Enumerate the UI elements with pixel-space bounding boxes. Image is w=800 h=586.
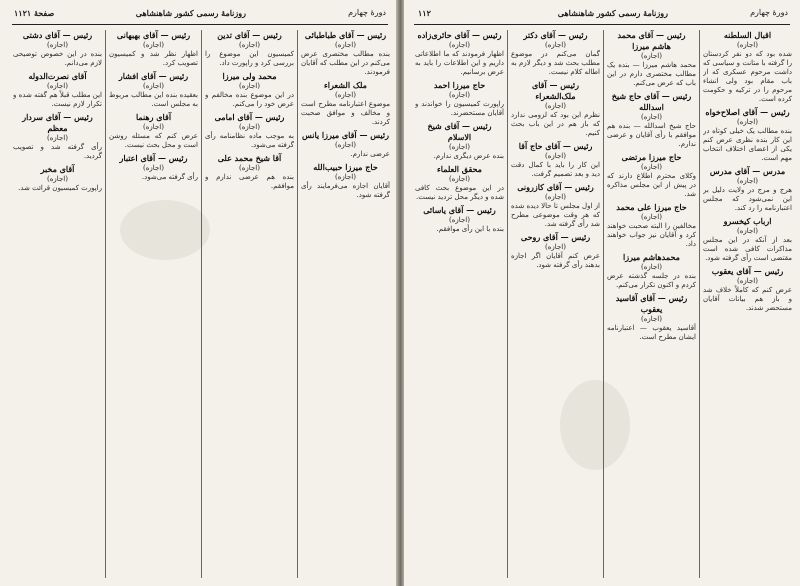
speech-text: کمیسیون این موضوع را بررسی کرد و راپورت داد. — [205, 50, 294, 67]
right-page-number: ١١٢ — [418, 8, 431, 18]
speaker-entry — [415, 80, 504, 118]
text-column — [415, 30, 504, 578]
speaker-name: رئیس — آقای شیخ الاسلام — [427, 121, 492, 142]
speech-text: از اول مجلس تا حالا دیده شده که هر وقت موضوعی مطرح شد رأی گرفته شد. — [511, 202, 600, 228]
speech-text: بنده هم عرضی ندارم و موافقم. — [205, 173, 294, 190]
speaker-name: رئیس — آقای اعتبار — [119, 153, 188, 163]
speaker-name: رئیس — آقای یعقوب — [711, 266, 784, 276]
speaker-entry — [301, 130, 390, 159]
speaker-name: رئیس — آقای تدین — [217, 30, 282, 40]
speech-text: این کار را باید با کمال دقت دید و بعد تصمیم گرفت. — [511, 161, 600, 178]
permission-note: (اجازه) — [47, 41, 68, 49]
speaker-entry — [109, 112, 198, 150]
speaker-entry — [415, 205, 504, 234]
text-column — [703, 30, 792, 578]
column-separator — [201, 30, 202, 578]
speech-text: آقاسید یعقوب — اعتبارنامه ایشان مطرح است. — [607, 324, 696, 341]
left-page — [0, 0, 398, 586]
permission-note: (اجازه) — [449, 216, 470, 224]
permission-note: (اجازه) — [143, 164, 164, 172]
speaker-entry — [607, 91, 696, 149]
speaker-name: رئیس — آقای سردار معظم — [22, 112, 93, 133]
speech-text: راپورت کمیسیون را خواندند و آقایان مستحضرند. — [415, 100, 504, 117]
permission-note: (اجازه) — [545, 243, 566, 251]
speaker-name: رئیس — آقای آقاسید یعقوب — [615, 293, 688, 314]
speaker-name: حاج میرزا علی محمد — [616, 202, 687, 212]
text-column — [13, 30, 102, 578]
speaker-entry — [511, 232, 600, 270]
left-header-rule — [12, 24, 388, 25]
speech-text: هرج و مرج در ولایت دلیل بر این نمی‌شود که مجلس اعتبارنامه را رد کند. — [703, 186, 792, 212]
left-columns — [10, 30, 390, 578]
permission-note: (اجازه) — [335, 91, 356, 99]
permission-note: (اجازه) — [545, 41, 566, 49]
speaker-name: رئیس — آقای افشار — [118, 71, 189, 81]
speaker-name: رئیس — آقای حاج شیخ اسدالله — [611, 91, 692, 112]
column-separator — [297, 30, 298, 578]
speech-text: در این موضوع بنده مخالفم و عرض خود را می‌کنم. — [205, 91, 294, 108]
left-page-header — [14, 8, 386, 24]
speaker-name: رئیس — آقای یاسائی — [423, 205, 496, 215]
speech-text: اظهار فرمودند که ما اطلاعاتی داریم و این اطلاعات را باید به عرض برسانیم. — [415, 50, 504, 76]
speaker-entry — [415, 164, 504, 202]
speaker-entry — [109, 71, 198, 109]
speaker-entry — [607, 202, 696, 249]
permission-note: (اجازه) — [47, 134, 68, 142]
permission-note: (اجازه) — [641, 163, 662, 171]
speech-text: موضوع اعتبارنامه مطرح است و مخالف و موافق صحبت کردند. — [301, 100, 390, 126]
speaker-name: اقبال السلطنه — [723, 30, 772, 40]
speech-text: عرض کنم آقایان اگر اجازه بدهند رأی گرفته شود. — [511, 252, 600, 269]
speaker-name: محمدهاشم میرزا — [623, 252, 680, 262]
speech-text: عرضی ندارم. — [350, 150, 390, 158]
right-newspaper-title: روزنامهٔ رسمی کشور شاهنشاهی — [557, 8, 668, 18]
permission-note: (اجازه) — [449, 91, 470, 99]
permission-note: (اجازه) — [143, 123, 164, 131]
speaker-entry — [301, 80, 390, 127]
speaker-entry — [703, 216, 792, 263]
speaker-entry — [607, 30, 696, 88]
speaker-entry — [13, 30, 102, 68]
permission-note: (اجازه) — [449, 175, 470, 183]
text-column — [205, 30, 294, 578]
speech-text: اظهار نظر شد و کمیسیون تصویب کرد. — [109, 50, 198, 67]
speaker-name: ملک الشعراء — [324, 80, 367, 90]
speaker-entry — [511, 30, 600, 77]
speech-text: این مطلب قبلاً هم گفته شده و تکرار لازم نیست. — [13, 91, 102, 108]
speaker-entry — [301, 162, 390, 200]
speaker-name: رئیس — آقای دکتر — [523, 30, 588, 40]
speaker-entry — [109, 153, 198, 182]
column-separator — [507, 30, 508, 578]
permission-note: (اجازه) — [47, 175, 68, 183]
right-page-header — [418, 8, 788, 24]
permission-note: (اجازه) — [239, 123, 260, 131]
speaker-name: مدرس — آقای مدرس — [709, 166, 786, 176]
speaker-entry — [703, 30, 792, 104]
speaker-entry — [703, 166, 792, 213]
permission-note: (اجازه) — [737, 118, 758, 126]
permission-note: (اجازه) — [449, 41, 470, 49]
speaker-name: رئیس — آقای طباطبائی — [304, 30, 387, 40]
speaker-name: رئیس — آقای محمد هاشم میرزا — [617, 30, 686, 51]
right-volume-label: دورهٔ چهارم — [750, 8, 788, 17]
permission-note: (اجازه) — [335, 41, 356, 49]
speaker-name: محمد ولی میرزا — [222, 71, 277, 81]
speech-text: وکلای محترم اطلاع دارند که در پیش از این مجلس مذاکره شد. — [607, 172, 696, 198]
speaker-entry — [607, 252, 696, 290]
speaker-name: رئیس — آقای ملک‌الشعراء — [531, 80, 580, 101]
speech-text: بنده مطالب مختصری عرض می‌کنم در این مطلب که آقایان فرمودند. — [301, 50, 390, 76]
speech-text: رأی گرفته می‌شود. — [141, 173, 198, 181]
speaker-entry — [13, 112, 102, 161]
speaker-name: رئیس — آقای حائری‌زاده — [417, 30, 502, 40]
speaker-entry — [607, 152, 696, 199]
permission-note: (اجازه) — [641, 213, 662, 221]
left-volume-label: دورهٔ چهارم — [348, 8, 386, 17]
speaker-entry — [205, 30, 294, 68]
permission-note: (اجازه) — [239, 82, 260, 90]
speech-text: بعقیده بنده این مطالب مربوط به مجلس است. — [109, 91, 198, 108]
permission-note: (اجازه) — [641, 113, 662, 121]
speech-text: گمان می‌کنم در موضوع مطلب بحث شد و دیگر لازم به اطاله کلام نیست. — [511, 50, 600, 76]
speech-text: بنده عرض دیگری ندارم. — [433, 152, 504, 160]
speaker-entry — [415, 30, 504, 77]
speech-text: راپورت کمیسیون قرائت شد. — [18, 184, 102, 192]
permission-note: (اجازه) — [641, 52, 662, 60]
speaker-name: ارباب کیخسرو — [723, 216, 772, 226]
permission-note: (اجازه) — [239, 164, 260, 172]
text-column — [607, 30, 696, 578]
speaker-name: آقای مخبر — [40, 164, 75, 174]
text-column — [301, 30, 390, 578]
permission-note: (اجازه) — [545, 102, 566, 110]
column-separator — [105, 30, 106, 578]
permission-note: (اجازه) — [335, 173, 356, 181]
speech-text: حاج شیخ اسدالله — بنده هم موافقم با رأی آقایان و عرضی ندارم. — [607, 122, 696, 148]
speech-text: بنده با این رأی موافقم. — [436, 225, 504, 233]
speaker-entry — [205, 153, 294, 191]
speech-text: رأی گرفته شد و تصویب گردید. — [13, 143, 102, 160]
speech-text: بنده در این خصوص توضیحی لازم می‌دانم. — [13, 50, 102, 67]
column-separator — [699, 30, 700, 578]
permission-note: (اجازه) — [545, 152, 566, 160]
speaker-entry — [511, 80, 600, 138]
speech-text: مخالفین را البته صحبت خواهند کرد و آقایان نیز جواب خواهند داد. — [607, 222, 696, 248]
permission-note: (اجازه) — [47, 82, 68, 90]
speaker-entry — [511, 182, 600, 229]
permission-note: (اجازه) — [335, 141, 356, 149]
left-newspaper-title: روزنامهٔ رسمی کشور شاهنشاهی — [135, 8, 246, 18]
speech-text: شده بود که دو نفر کردستان را گرفته با متانت و سیاسی که داشت مرحوم عسکری که از باب مقام بود ولی انشاء مرحوم را در ترکیه و حکومت کرده است. — [703, 50, 792, 103]
speech-text: آقایان اجازه می‌فرمایند رأی گرفته شود. — [301, 182, 390, 199]
speaker-name: آقای نصرت‌الدوله — [28, 71, 87, 81]
speaker-entry — [415, 121, 504, 161]
right-page — [404, 0, 800, 586]
text-column — [511, 30, 600, 578]
right-header-rule — [414, 24, 790, 25]
speaker-name: حاج میرزا احمد — [433, 80, 486, 90]
speaker-name: آقای رهنما — [135, 112, 172, 122]
permission-note: (اجازه) — [641, 263, 662, 271]
speech-text: بنده در جلسه گذشته عرض کردم و اکنون تکرار می‌کنم. — [607, 272, 696, 289]
speaker-entry — [13, 164, 102, 193]
speech-text: بعد از آنکه در این مجلس مذاکرات کافی شده است مقتضی است رأی گرفته شود. — [703, 236, 792, 262]
permission-note: (اجازه) — [737, 227, 758, 235]
speaker-entry — [13, 71, 102, 109]
speaker-name: رئیس — آقای دشتی — [22, 30, 93, 40]
speaker-name: رئیس — آقای حاج آقا — [518, 141, 593, 151]
speaker-name: حاج میرزا حبیب‌الله — [313, 162, 378, 172]
speaker-name: آقا شیخ محمد علی — [217, 153, 282, 163]
permission-note: (اجازه) — [737, 277, 758, 285]
permission-note: (اجازه) — [143, 82, 164, 90]
speaker-entry — [205, 71, 294, 109]
text-column — [109, 30, 198, 578]
speaker-name: رئیس — آقای میرزا یانس — [302, 130, 389, 140]
speaker-entry — [703, 107, 792, 163]
speech-text: محمد هاشم میرزا — بنده یک مطالب مختصری دارم در این باب که عرض می‌کنم. — [607, 61, 696, 87]
permission-note: (اجازه) — [641, 315, 662, 323]
speech-text: بنده مطالب یک خیلی کوتاه در این کار بنده نظری عرض کنم یکی از اعضای اختلاف انتخاب مهم است. — [703, 127, 792, 162]
permission-note: (اجازه) — [737, 41, 758, 49]
speaker-entry — [301, 30, 390, 77]
permission-note: (اجازه) — [143, 41, 164, 49]
right-columns — [414, 30, 792, 578]
speaker-name: رئیس — آقای کازرونی — [517, 182, 594, 192]
permission-note: (اجازه) — [239, 41, 260, 49]
column-separator — [603, 30, 604, 578]
speaker-entry — [205, 112, 294, 150]
speech-text: عرض کنم که کاملاً خلاف شد و باز هم بیانات آقایان مستحضر شدند. — [703, 286, 792, 312]
left-page-number: صفحهٔ ١١٢١ — [14, 8, 55, 18]
speaker-name: محقق العلماء — [437, 164, 482, 174]
permission-note: (اجازه) — [449, 143, 470, 151]
permission-note: (اجازه) — [545, 193, 566, 201]
speech-text: در این موضوع بحث کافی شده و دیگر محل تردید نیست. — [415, 184, 504, 201]
speaker-name: رئیس — آقای امامی — [214, 112, 285, 122]
speech-text: عرض کنم که مسئله روشن است و محل بحث نیست. — [109, 132, 198, 149]
speaker-name: رئیس — آقای بهبهانی — [116, 30, 191, 40]
speaker-name: رئیس — آقای اصلاح‌خواه — [705, 107, 790, 117]
speaker-entry — [607, 293, 696, 342]
speaker-name: حاج میرزا مرتضی — [621, 152, 682, 162]
permission-note: (اجازه) — [737, 177, 758, 185]
speaker-entry — [703, 266, 792, 313]
speech-text: به موجب ماده نظامنامه رأی گرفته می‌شود. — [205, 132, 294, 149]
speaker-entry — [511, 141, 600, 179]
speaker-name: رئیس — آقای روحی — [520, 232, 591, 242]
speech-text: نظرم این بود که لزومی ندارد که باز هم در این باب بحث کنیم. — [511, 111, 600, 137]
speaker-entry — [109, 30, 198, 68]
